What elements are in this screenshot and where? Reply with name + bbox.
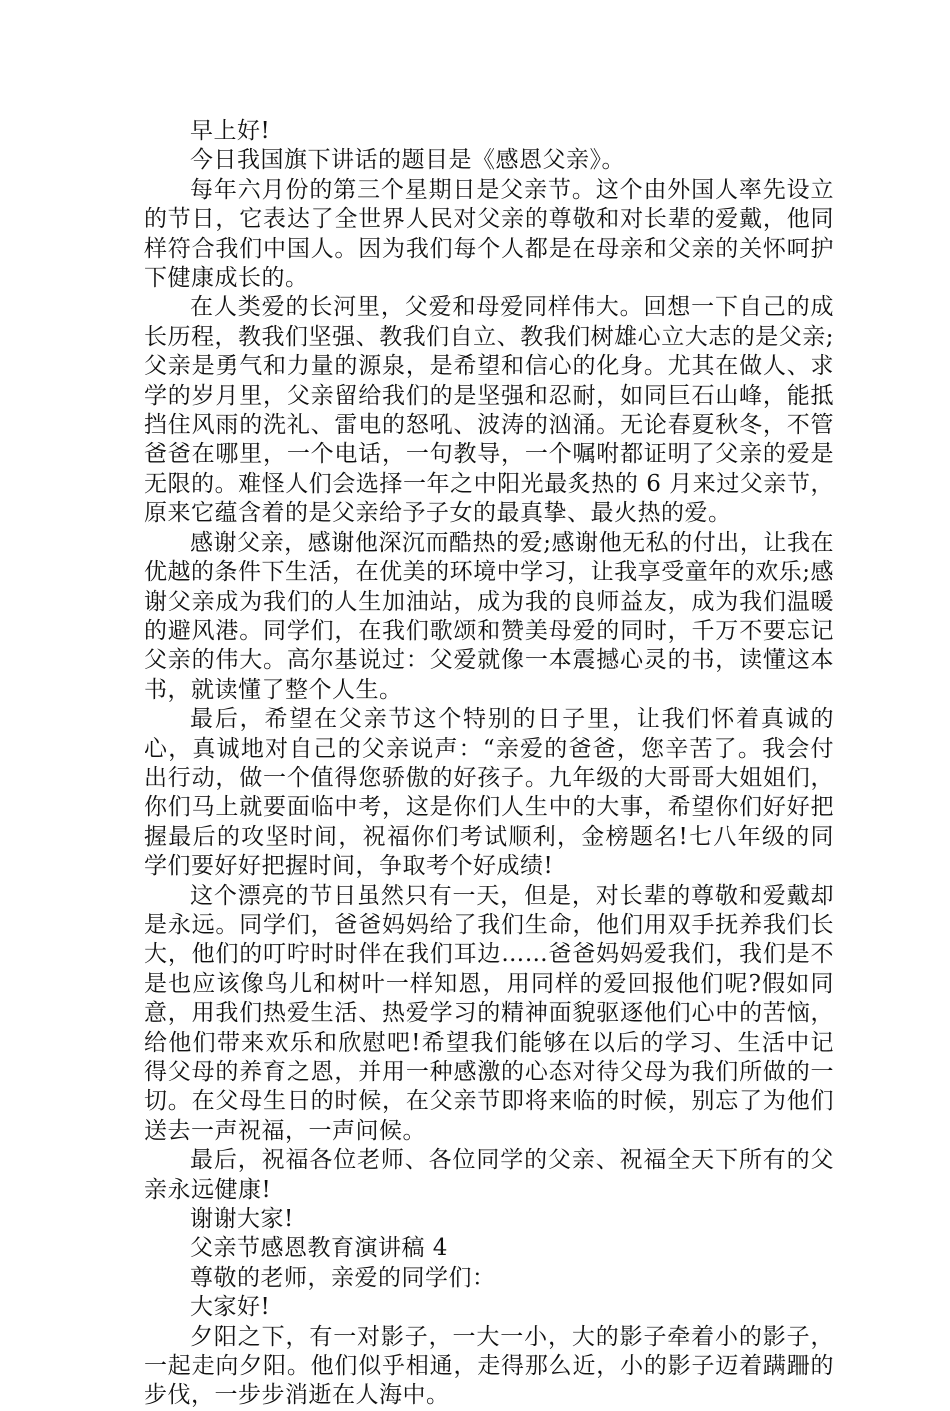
- section-title: 父亲节感恩教育演讲稿 4: [190, 1235, 448, 1262]
- document-body: [144, 117, 834, 1411]
- salutation-paragraph: 尊敬的老师，亲爱的同学们：: [190, 1264, 496, 1291]
- greeting-paragraph: 早上好!: [190, 118, 271, 144]
- closing-paragraph: 最后，祝福各位老师、各位同学的父亲、祝福全天下所有的父亲永远健康!: [144, 1147, 834, 1203]
- thanks-paragraph: 谢谢大家!: [190, 1206, 294, 1233]
- body-paragraph: 夕阳之下，有一对影子，一大一小，大的影子牵着小的影子，一起走向夕阳。他们似乎相通，走得那么近，小的影子迈着蹒跚的步伐，一步步消逝在人海中。: [144, 1323, 834, 1409]
- body-paragraph: 在人类爱的长河里，父爱和母爱同样伟大。回想一下自己的成长历程，教我们坚强、教我们自立、教我们树雄心立大志的是父亲;父亲是勇气和力量的源泉，是希望和信心的化身。尤其在做人、求学的岁月里，父亲留给我们的是坚强和忍耐，如同巨石山峰，能抵挡住风雨的洗礼、雷电的怒吼、波涛的汹涌。无论春夏秋冬，不管爸爸在哪里，一个电话，一句教导，一个嘱咐都证明了父亲的爱是无限的。难怪人们会选择一年之中阳光最炙热的 6 月来过父亲节，原来它蕴含着的是父亲给予子女的最真挚、最火热的爱。: [144, 294, 834, 527]
- topic-paragraph: 今日我国旗下讲话的题目是《感恩父亲》。: [190, 147, 625, 174]
- body-paragraph: 每年六月份的第三个星期日是父亲节。这个由外国人率先设立的节日，它表达了全世界人民对父亲的尊敬和对长辈的爱戴，他同样符合我们中国人。因为我们每个人都是在母亲和父亲的关怀呵护下健康成长的。: [144, 176, 834, 292]
- body-paragraph: 最后，希望在父亲节这个特别的日子里，让我们怀着真诚的心，真诚地对自己的父亲说声：“亲爱的爸爸，您辛苦了。我会付出行动，做一个值得您骄傲的好孩子。九年级的大哥哥大姐姐们，你们马上就要面临中考，这是你们人生中的大事，希望你们好好把握最后的攻坚时间，祝福你们考试顺利，金榜题名!七八年级的同学们要好好把握时间，争取考个好成绩!: [144, 706, 834, 880]
- greeting-paragraph: 大家好!: [190, 1294, 271, 1321]
- body-paragraph: 这个漂亮的节日虽然只有一天，但是，对长辈的尊敬和爱戴却是永远。同学们，爸爸妈妈给了我们生命，他们用双手抚养我们长大，他们的叮咛时时伴在我们耳边……爸爸妈妈爱我们，我们是不是也应该像鸟儿和树叶一样知恩，用同样的爱回报他们呢?假如同意，用我们热爱生活、热爱学习的精神面貌驱逐他们心中的苦恼，给他们带来欢乐和欣慰吧!希望我们能够在以后的学习、生活中记得父母的养育之恩，并用一种感激的心态对待父母为我们所做的一切。在父母生日的时候，在父亲节即将来临的时候，别忘了为他们送去一声祝福，一声问候。: [144, 882, 834, 1144]
- body-paragraph: 感谢父亲，感谢他深沉而酷热的爱;感谢他无私的付出，让我在优越的条件下生活，在优美的环境中学习，让我享受童年的欢乐;感谢父亲成为我们的人生加油站，成为我的良师益友，成为我们温暖的避风港。同学们，在我们歌颂和赞美母爱的同时，千万不要忘记父亲的伟大。高尔基说过：父爱就像一本震撼心灵的书，读懂这本书，就读懂了整个人生。: [144, 529, 834, 703]
